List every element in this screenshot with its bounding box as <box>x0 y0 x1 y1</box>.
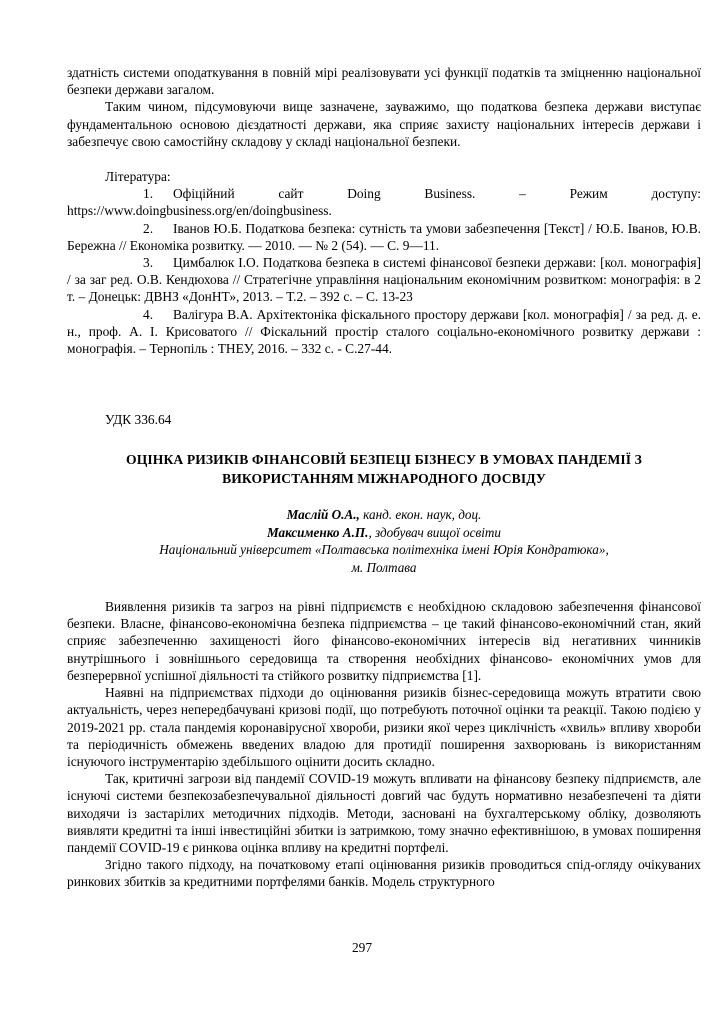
reference-url[interactable]: https://www.doingbusiness.org/en/doingbusiness. <box>67 203 332 219</box>
reference-item <box>67 185 701 202</box>
references-heading: Література: <box>105 169 171 185</box>
spacer <box>67 397 701 411</box>
reference-item <box>67 254 701 306</box>
page-number: 297 <box>351 940 373 955</box>
page-content <box>67 64 701 891</box>
author-name: Максименко А.П. <box>267 524 369 540</box>
author-degree: , здобувач вищої освіти <box>368 524 501 540</box>
authors-block <box>67 506 701 541</box>
reference-number: 4. <box>143 306 154 322</box>
spacer <box>67 150 701 168</box>
article-title-line-2: ВИКОРИСТАННЯМ МІЖНАРОДНОГО ДОСВІДУ <box>222 471 546 487</box>
reference-item <box>67 220 701 254</box>
spacer <box>67 428 701 450</box>
author-name: Маслій О.А., <box>286 507 360 523</box>
reference-text: Валігура В.А. Архітектоніка фіскального простору держави [кол. монографія] / за ред. д. е. н., проф. А. І. Крисоватого // Фіскальний простір сталого соціально-економічного розвитку держави : монографія. – Тернопіль : ТНЕУ, 2016. – 332 с. - С.27-44. <box>67 306 701 357</box>
reference-text: Іванов Ю.Б. Податкова безпека: сутність та умови забезпечення [Текст] / Ю.Б. Іванов, Ю.В. Бережна // Економіка розвитку. — 2010. — № 2 (54). — С. 9—11. <box>67 220 701 253</box>
affiliation-line-1: Національний університет «Полтавська політехніка імені Юрія Кондратюка», <box>159 542 609 558</box>
reference-number: 1. <box>143 186 154 202</box>
author-entry <box>67 524 701 541</box>
tail-paragraph-2: Таким чином, підсумовуючи вище зазначене, зауважимо, що податкова безпека держави виступає фундаментальною основою дієздатності держави, яка сприяє захисту національних інтересів держави і забезпечує свою самостійну складову у складі національної безпеки. <box>67 99 701 149</box>
udk-code: УДК 336.64 <box>105 412 172 428</box>
reference-text: Офіційний сайт Doing Business. – Режим доступу: <box>173 186 701 202</box>
body-paragraph: Виявлення ризиків та загроз на рівні підприємств є необхідною складовою забезпечення фінансової безпеки. Власне, фінансово-економічна безпека підприємства – це такий фінансово-економічний стан, який сприяє забезпеченню захищеності його фінансово-економічних інтересів від негативних чинників внутрішнього і зовнішнього середовища та створення необхідних фінансово- економічних умов для безперервної успішної діяльності та стійкого розвитку підприємства [1]. <box>67 599 701 683</box>
reference-item <box>67 306 701 358</box>
body-paragraph: Наявні на підприємствах підходи до оцінювання ризиків бізнес-середовища можуть втратити свою актуальність, через непередбачувані кризові події, що потребують поточної оцінки та реакції. Такою подією у 2019-2021 рр. стала пандемія коронавірусної хвороби, ризики якої через циклічність «хвиль» впливу хвороби та періодичність обмежень введених владою для протидії поширення захворювань із використанням існуючого інструментарію здебільшого оцінити досить складно. <box>67 685 701 769</box>
spacer <box>67 357 701 397</box>
author-degree: канд. екон. наук, доц. <box>359 507 482 523</box>
spacer <box>67 488 701 506</box>
spacer <box>67 576 701 598</box>
article-title <box>67 450 701 488</box>
body-paragraph: Згідно такого підходу, на початковому етапі оцінювання ризиків проводиться спід-огляду очікуваних ринкових збитків за кредитними портфелями банків. Модель структурного <box>67 857 701 890</box>
affiliation-line-2: м. Полтава <box>351 559 417 575</box>
reference-number: 3. <box>143 255 154 271</box>
article-title-line-1: ОЦІНКА РИЗИКІВ ФІНАНСОВІЙ БЕЗПЕЦІ БІЗНЕСУ В УМОВАХ ПАНДЕМІЇ З <box>126 452 642 468</box>
reference-number: 2. <box>143 220 154 236</box>
reference-text: Цимбалюк І.О. Податкова безпека в системі фінансової безпеки держави: [кол. монографія] / за заг ред. О.В. Кендюхова // Стратегічне управління національним економічним розвитком: монографія: в 2 т. – Донецьк: ДВНЗ «ДонНТ», 2013. – Т.2. – 392 с. – С. 13-23 <box>67 255 701 305</box>
author-entry <box>67 506 701 523</box>
tail-paragraph-1: здатність системи оподаткування в повній мірі реалізовувати усі функції податків та зміцненню національної безпеки держави загалом. <box>67 65 701 98</box>
affiliation-block <box>67 541 701 576</box>
body-paragraph: Так, критичні загрози від пандемії COVID-19 можуть впливати на фінансову безпеку підприємств, але існуючі системи безпекозабезпечувальної діяльності довгий час будуть нормативно незабезпечені та діяти виходячи із застарілих методичних підходів. Методи, засновані на бухгалтерському обліку, дозволяють виявляти кредитні та інші інвестиційні збитки із затримкою, тому значно ефективнішою, в умовах поширення пандемії COVID-19 є ринкова оцінка впливу на кредитні портфелі. <box>67 771 701 855</box>
